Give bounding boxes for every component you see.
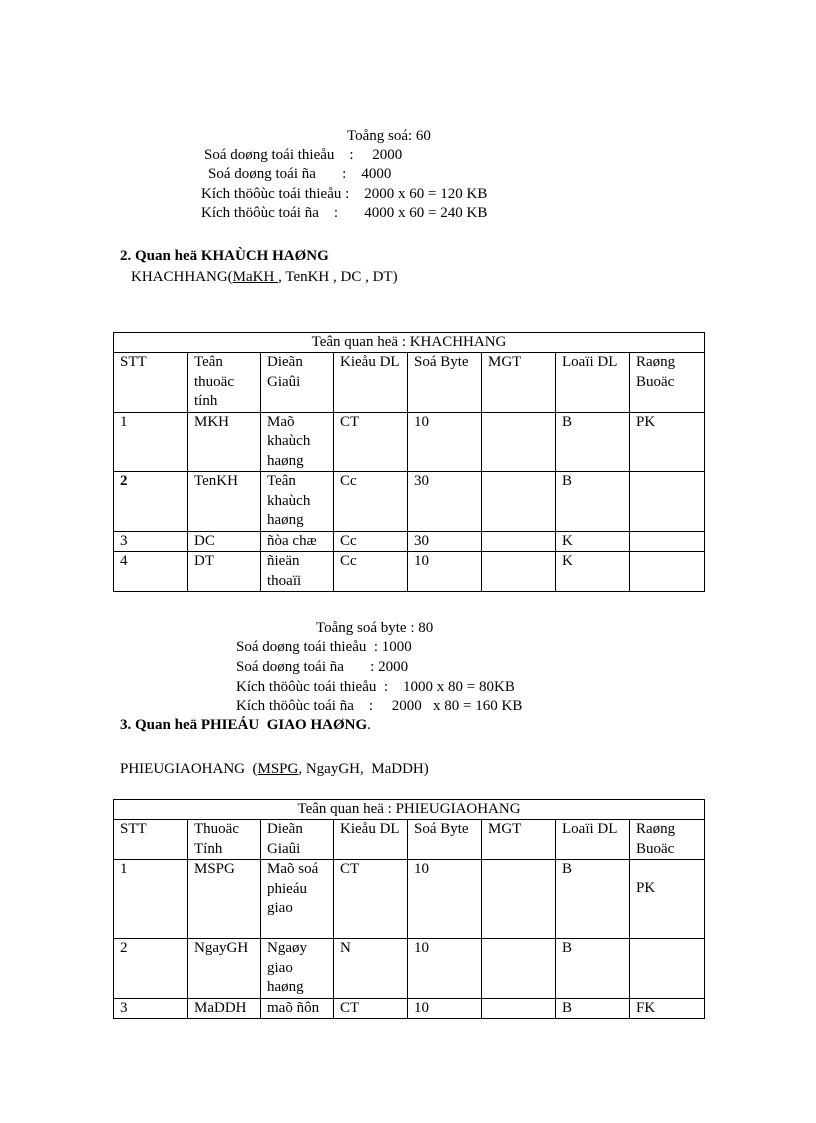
- table-header-row: [114, 353, 705, 413]
- column-header-constraint: Raøng Buoäc: [630, 353, 705, 413]
- min-size: Kích thöôùc toái thieåu : 2000 x 60 = 120 KB: [201, 186, 488, 202]
- cell-byte-size: 10: [408, 860, 482, 939]
- column-header-description: Dieãn Giaûi: [261, 820, 334, 860]
- cell-data-type: CT: [334, 998, 408, 1019]
- column-header-attribute: Teân thuoäc tính: [188, 353, 261, 413]
- column-header-domain: MGT: [482, 353, 556, 413]
- column-header-byte-size: Soá Byte: [408, 353, 482, 413]
- cell-constraint: [630, 472, 705, 532]
- cell-domain: [482, 552, 556, 592]
- cell-attribute: DT: [188, 552, 261, 592]
- cell-constraint: [630, 552, 705, 592]
- cell-stt: 1: [114, 860, 188, 939]
- column-header-data-type: Kieåu DL: [334, 820, 408, 860]
- cell-description: Ngaøy giao haøng: [261, 939, 334, 999]
- cell-domain: [482, 412, 556, 472]
- schema-prefix: PHIEUGIAOHANG (: [120, 761, 258, 777]
- schema-rest: , TenKH , DC , DT): [278, 269, 398, 285]
- table-row: [114, 412, 705, 472]
- column-header-data-type: Kieåu DL: [334, 353, 408, 413]
- column-header-attribute: Thuoäc Tính: [188, 820, 261, 860]
- section-heading-khachhang: 2. Quan heä KHAÙCH HAØNG: [120, 248, 329, 264]
- column-header-data-kind: Loaïi DL: [556, 353, 630, 413]
- column-header-stt: STT: [114, 353, 188, 413]
- min-size-2: Kích thöôùc toái thieåu : 1000 x 80 = 80KB: [236, 679, 515, 695]
- cell-attribute: TenKH: [188, 472, 261, 532]
- max-rows-2: Soá doøng toái ña : 2000: [236, 659, 409, 675]
- max-size: Kích thöôùc toái ña : 4000 x 60 = 240 KB: [201, 205, 488, 221]
- cell-description: Maõ khaùch haøng: [261, 412, 334, 472]
- table-title: Teân quan heä : PHIEUGIAOHANG: [114, 800, 705, 820]
- cell-constraint: PK: [630, 412, 705, 472]
- table-title-row: [114, 333, 705, 353]
- cell-byte-size: 30: [408, 531, 482, 552]
- table-row: [114, 472, 705, 532]
- table-title: Teân quan heä : KHACHHANG: [114, 333, 705, 353]
- cell-stt: 2: [114, 472, 188, 532]
- cell-description: ñòa chæ: [261, 531, 334, 552]
- cell-description: maõ ñôn: [261, 998, 334, 1019]
- relation-table-khachhang: [113, 332, 705, 592]
- cell-attribute: MKH: [188, 412, 261, 472]
- cell-stt: 1: [114, 412, 188, 472]
- cell-constraint: FK: [630, 998, 705, 1019]
- relation-table-phieugiaohang: [113, 799, 705, 1019]
- cell-byte-size: 30: [408, 472, 482, 532]
- total-bytes: Toång soá byte : 80: [316, 620, 434, 636]
- cell-byte-size: 10: [408, 939, 482, 999]
- cell-byte-size: 10: [408, 552, 482, 592]
- table-row: [114, 552, 705, 592]
- cell-stt: 3: [114, 531, 188, 552]
- table-row: [114, 939, 705, 999]
- cell-stt: 3: [114, 998, 188, 1019]
- table-row: [114, 860, 705, 939]
- cell-data-kind: K: [556, 531, 630, 552]
- cell-constraint: [630, 531, 705, 552]
- schema-rest: , NgayGH, MaDDH): [298, 761, 429, 777]
- cell-domain: [482, 939, 556, 999]
- section-heading-tail: .: [367, 717, 371, 733]
- schema-primary-key: MaKH: [232, 269, 279, 285]
- column-header-stt: STT: [114, 820, 188, 860]
- column-header-byte-size: Soá Byte: [408, 820, 482, 860]
- cell-domain: [482, 860, 556, 939]
- cell-stt: 2: [114, 939, 188, 999]
- min-rows-2: Soá doøng toái thieåu : 1000: [236, 639, 412, 655]
- cell-description: ñieän thoaïi: [261, 552, 334, 592]
- cell-data-kind: B: [556, 412, 630, 472]
- cell-data-type: Cc: [334, 472, 408, 532]
- cell-data-kind: B: [556, 472, 630, 532]
- schema-phieugiaohang: [120, 760, 429, 779]
- cell-domain: [482, 531, 556, 552]
- schema-khachhang: [131, 268, 398, 287]
- cell-attribute: MSPG: [188, 860, 261, 939]
- cell-byte-size: 10: [408, 998, 482, 1019]
- column-header-data-kind: Loaïi DL: [556, 820, 630, 860]
- column-header-domain: MGT: [482, 820, 556, 860]
- table-row: [114, 998, 705, 1019]
- cell-data-kind: B: [556, 998, 630, 1019]
- cell-attribute: NgayGH: [188, 939, 261, 999]
- schema-primary-key: MSPG: [257, 761, 299, 777]
- schema-prefix: KHACHHANG(: [131, 269, 233, 285]
- cell-byte-size: 10: [408, 412, 482, 472]
- cell-data-type: Cc: [334, 552, 408, 592]
- cell-constraint: [630, 939, 705, 999]
- cell-data-type: N: [334, 939, 408, 999]
- cell-description: Teân khaùch haøng: [261, 472, 334, 532]
- cell-attribute: DC: [188, 531, 261, 552]
- table-row: [114, 531, 705, 552]
- cell-data-kind: B: [556, 939, 630, 999]
- cell-data-kind: B: [556, 860, 630, 939]
- cell-domain: [482, 998, 556, 1019]
- cell-domain: [482, 472, 556, 532]
- max-rows: Soá doøng toái ña : 4000: [208, 166, 392, 182]
- cell-stt: 4: [114, 552, 188, 592]
- cell-data-type: CT: [334, 860, 408, 939]
- table-header-row: [114, 820, 705, 860]
- min-rows: Soá doøng toái thieåu : 2000: [204, 147, 403, 163]
- column-header-description: Dieãn Giaûi: [261, 353, 334, 413]
- column-header-constraint: Raøng Buoäc: [630, 820, 705, 860]
- total-fields: Toång soá: 60: [347, 128, 431, 144]
- cell-constraint: PK: [630, 860, 705, 939]
- cell-data-type: CT: [334, 412, 408, 472]
- table-title-row: [114, 800, 705, 820]
- cell-attribute: MaDDH: [188, 998, 261, 1019]
- section-heading-phieugiaohang: [120, 716, 371, 735]
- cell-description: Maõ soá phieáu giao: [261, 860, 334, 939]
- section-heading-text: 3. Quan heä PHIEÁU GIAO HAØNG: [120, 717, 368, 733]
- cell-data-type: Cc: [334, 531, 408, 552]
- cell-data-kind: K: [556, 552, 630, 592]
- max-size-2: Kích thöôùc toái ña : 2000 x 80 = 160 KB: [236, 698, 523, 714]
